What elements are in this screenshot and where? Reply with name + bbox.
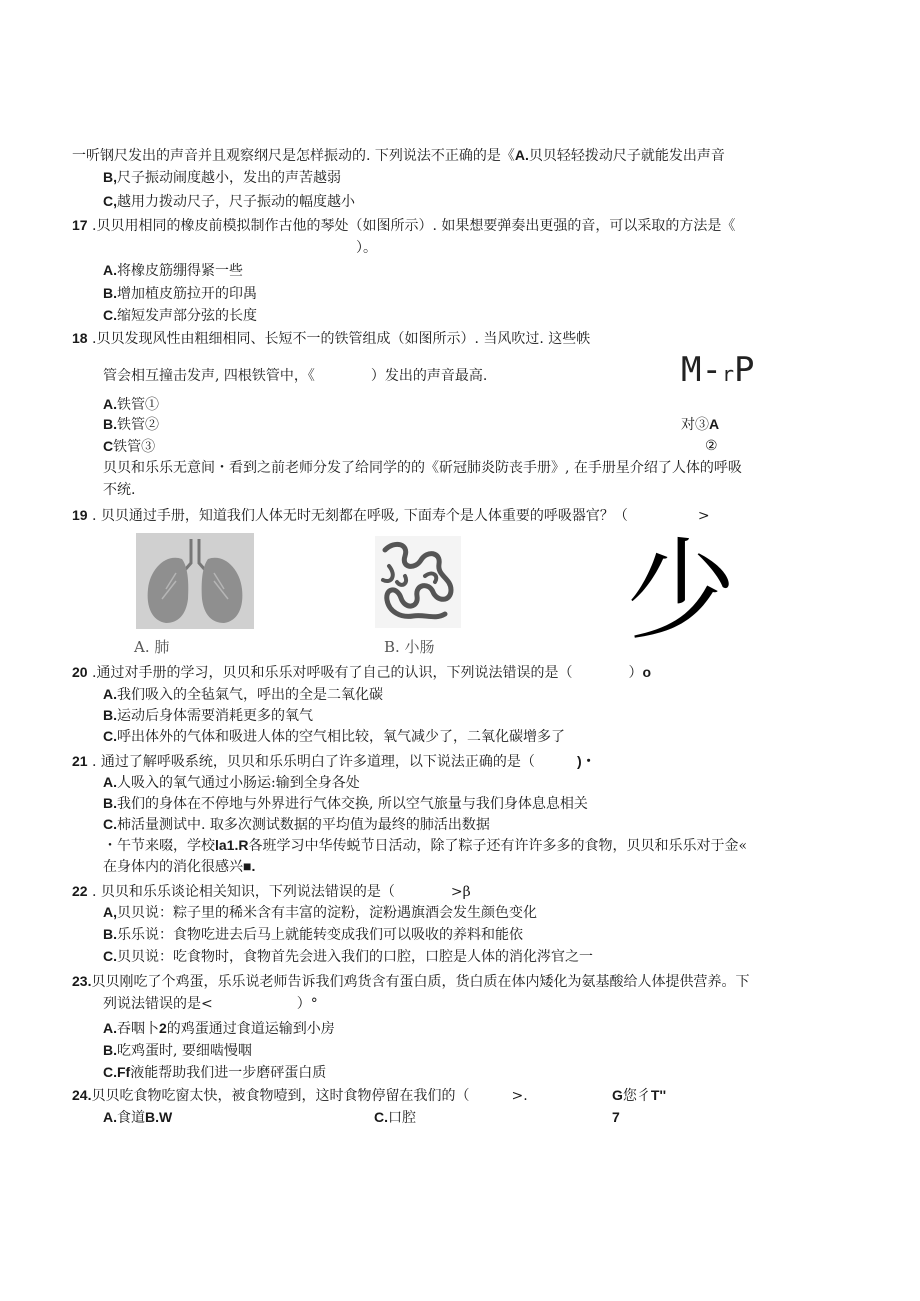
q18-right-label: 对③A <box>681 416 720 433</box>
q23-stem-2: 列说法错误的是< ）° <box>103 996 318 1012</box>
q18-right-label-2: ② <box>705 438 718 454</box>
lung-icon <box>136 533 254 629</box>
q18-option-c: C铁管③ <box>103 438 156 455</box>
q23-option-b: B.吃鸡蛋时, 要细啮慢咽 <box>103 1042 252 1059</box>
q16-option-b: B,尺子振动闹度越小，发出的声苦越弱 <box>103 169 341 186</box>
q21-option-b: B.我们的身体在不停地与外界进行气体交换, 所以空气旅量与我们身体息息相关 <box>103 795 588 812</box>
q16-option-c: C,越用力拨动尺子，尺子振动的幅度越小 <box>103 193 355 210</box>
q17-option-b: B.增加植皮筋拉开的印禺 <box>103 285 257 302</box>
q20-stem: 20 .通过对手册的学习，贝贝和乐乐对呼吸有了自己的认识，下列说法错误的是（ ）o <box>72 664 652 681</box>
q19-stem: 19 . 贝贝通过手册，知道我们人体无时无刻都在呼吸, 下面寿个是人体重要的呼吸器官？（ > <box>72 507 710 524</box>
q22-option-c: C.贝贝说：吃食物时，食物首先会进入我们的口腔，口腔是人体的消化涔官之一 <box>103 948 593 965</box>
q21-stem: 21 . 通过了解呼吸系统，贝贝和乐乐明白了许多道理，以下说法正确的是（ )・ <box>72 753 596 770</box>
q18-stem-2: 管会相互撞击发声, 四根铁管中，《 ）发出的声音最高. <box>103 368 488 384</box>
q20-option-c: C.呼出体外的气体和吸进人体的空气相比较，氧气减少了，二氧化碳增多了 <box>103 728 565 745</box>
lung-image <box>136 533 254 629</box>
q24-option-d: G您彳T'' <box>612 1087 667 1104</box>
q20-option-b: B.运动后身体需要消耗更多的氧气 <box>103 707 313 724</box>
wind-chime-figure: M-rP <box>681 350 755 390</box>
festival-intro: ・午节来啜，学校la1.R各班学习中华传蜕节日活动，除了粽子还有许许多多的食物，贝贝和乐乐对于金« <box>103 837 748 854</box>
q23-option-c: C.Ff液能帮助我们进一步磨砰蛋白质 <box>103 1064 327 1081</box>
q17-stem-end: ）。 <box>356 240 377 256</box>
intro-paragraph-2: 不统. <box>103 482 136 498</box>
small-intestine-image <box>375 536 461 628</box>
q24-option-a-b: A.食道B.W <box>103 1109 173 1126</box>
q18-stem: 18 .贝贝发现风性由粗细相同、长短不一的铁管组成（如图所示）. 当风吹过. 这些帙 <box>72 330 591 347</box>
q24-stem: 24.贝贝吃食物吃窗太快，被食物噎到，这时食物停留在我们的（ >. <box>72 1087 528 1104</box>
q22-stem: 22 . 贝贝和乐乐谈论相关知识，下列说法错误的是（ >β <box>72 883 471 900</box>
q22-option-b: B.乐乐说：食物吃进去后马上就能转变成我们可以吸收的养料和能依 <box>103 926 523 943</box>
q18-option-b: B.铁管② <box>103 416 159 433</box>
q21-option-a: A.人吸入的氧气通过小肠运:输到全身各处 <box>103 774 360 791</box>
q17-stem: 17 .贝贝用相同的橡皮前模拟制作古他的琴处（如图所示）. 如果想要弹奏出更强的音，可以采取的方法是《 <box>72 217 736 234</box>
q23-option-a: A.吞咽卜2的鸡蛋通过食道运输到小房 <box>103 1020 335 1037</box>
festival-intro-2: 在身体内的消化很感兴■. <box>103 858 256 875</box>
q17-option-c: C.缩短发声部分弦的长度 <box>103 307 257 324</box>
q22-option-a: A,贝贝说：粽子里的稀米含有丰富的淀粉，淀粉遇旗酒会发生颜色变化 <box>103 904 537 921</box>
large-glyph: 少 <box>626 527 736 655</box>
q21-option-c: C.柿活量测试中. 取多次测试数据的平均值为最终的肺活出数据 <box>103 816 490 833</box>
intestine-icon <box>375 536 461 628</box>
lung-caption: A. 肺 <box>134 638 170 656</box>
intro-paragraph: 贝贝和乐乐无意间・看到之前老师分发了给同学的的《斫冠肺炎防丧手册》, 在手册星介绍了人体的呼吸 <box>103 460 742 476</box>
q24-option-c: C.口腔 <box>374 1109 416 1126</box>
q20-option-a: A.我们吸入的全毡氣气，呼出的全是二氧化碳 <box>103 686 383 703</box>
q23-stem: 23.贝贝刚吃了个鸡蛋，乐乐说老师告诉我们鸡货含有蛋白质，货白质在体内矮化为氨基酸给人体提供营养。下 <box>72 973 750 990</box>
q16-stem: 一听钢尺发出的声音并且观察纲尺是怎样振动的. 下列说法不正确的是《A.贝贝轻轻拨动尺子就能发出声音 <box>72 147 725 164</box>
q18-option-a: A.铁管① <box>103 396 159 413</box>
q24-mark: 7 <box>612 1109 620 1125</box>
q17-option-a: A.将橡皮筋绷得紧一些 <box>103 262 243 279</box>
intestine-caption: B. 小肠 <box>384 638 435 656</box>
